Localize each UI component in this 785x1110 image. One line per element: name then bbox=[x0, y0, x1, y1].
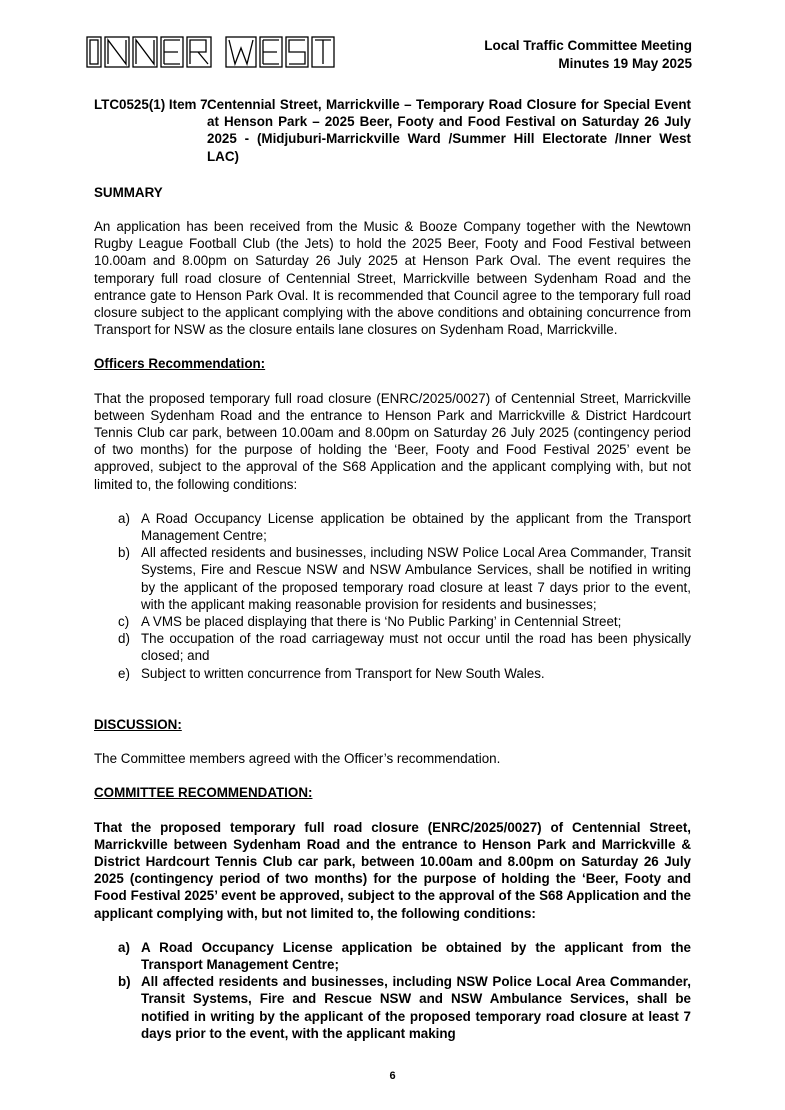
meeting-header bbox=[484, 37, 692, 73]
committee-conditions bbox=[94, 939, 691, 1042]
list-item-text: A Road Occupancy License application be obtained by the applicant from the Transport Management Centre; bbox=[141, 939, 691, 972]
item-heading bbox=[94, 96, 691, 165]
list-item-text: All affected residents and businesses, including NSW Police Local Area Commander, Transit Systems, Fire and Rescue NSW and NSW Ambulance Services, shall be notified in writing by the applicant of the proposed temporary road closure at least 7 days prior to the event, with the applicant making bbox=[141, 974, 691, 1041]
list-item-text: The occupation of the road carriageway must not occur until the road has been physically closed; and bbox=[141, 631, 691, 664]
list-item-label: e) bbox=[118, 665, 130, 681]
list-item bbox=[118, 510, 691, 544]
list-item-label: d) bbox=[118, 631, 130, 647]
list-item bbox=[118, 665, 691, 682]
item-id: LTC0525(1) Item 7 bbox=[94, 97, 208, 112]
list-item bbox=[118, 544, 691, 613]
list-item-label: b) bbox=[118, 545, 130, 561]
list-item-label: a) bbox=[118, 939, 130, 955]
inner-west-logo-graphic bbox=[86, 34, 336, 70]
officers-heading: Officers Recommendation: bbox=[94, 356, 266, 372]
officers-text: That the proposed temporary full road closure (ENRC/2025/0027) of Centennial Street, Marrickville between Sydenham Road and the entrance to Henson Park and Marrickville & District Hardcourt Tennis Club car park, between 10.00am and 8.00pm on Saturday 26 July 2025 (contingency period of two months) for the purpose of holding the ‘Beer, Footy and Food Festival 2025’ event be approved, subject to the approval of the S68 Application and the applicant complying with, but not limited to, the following conditions: bbox=[94, 390, 691, 492]
meeting-date: Minutes 19 May 2025 bbox=[558, 56, 692, 71]
item-title: Centennial Street, Marrickville – Temporary Road Closure for Special Event at Henson Park – 2025 Beer, Footy and Food Festival on Saturday 26 July 2025 - (Midjuburi-Marrickville Ward /Summer Hill Electorate /Inner West LAC) bbox=[207, 97, 691, 164]
list-item-text: All affected residents and businesses, including NSW Police Local Area Commander, Transit Systems, Fire and Rescue NSW and NSW Ambulance Services, shall be notified in writing by the applicant of the proposed temporary road closure at least 7 days prior to the event, with the applicant making reasonable provision for residents and businesses; bbox=[141, 545, 691, 612]
inner-west-logo bbox=[86, 34, 336, 70]
meeting-title: Local Traffic Committee Meeting bbox=[484, 38, 692, 53]
discussion-heading: DISCUSSION: bbox=[94, 716, 182, 732]
discussion-text: The Committee members agreed with the Officer’s recommendation. bbox=[94, 751, 501, 767]
list-item-label: a) bbox=[118, 510, 130, 526]
list-item bbox=[118, 613, 691, 630]
list-item-label: b) bbox=[118, 974, 131, 990]
summary-heading: SUMMARY bbox=[94, 184, 163, 200]
list-item-text: A Road Occupancy License application be obtained by the applicant from the Transport Management Centre; bbox=[141, 510, 691, 544]
list-item bbox=[118, 630, 691, 664]
page-number: 6 bbox=[389, 1070, 396, 1082]
list-item bbox=[118, 973, 691, 1042]
document-body bbox=[94, 96, 691, 1042]
list-item-text: Subject to written concurrence from Transport for New South Wales. bbox=[141, 665, 545, 681]
committee-text: That the proposed temporary full road closure (ENRC/2025/0027) of Centennial Street, Marrickville between Sydenham Road and the entrance to Henson Park and Marrickville & District Hardcourt Tennis Club car park, between 10.00am and 8.00pm on Saturday 26 July 2025 (contingency period of two months) for the purpose of holding the ‘Beer, Footy and Food Festival 2025’ event be approved, subject to the approval of the S68 Application and the applicant complying with, but not limited to, the following conditions: bbox=[94, 819, 691, 921]
officers-conditions bbox=[94, 510, 691, 682]
list-item bbox=[118, 939, 691, 973]
list-item-label: c) bbox=[118, 614, 130, 630]
list-item-text: A VMS be placed displaying that there is ‘No Public Parking’ in Centennial Street; bbox=[141, 614, 622, 630]
summary-text: An application has been received from the Music & Booze Company together with the Newtown Rugby League Football Club (the Jets) to hold the 2025 Beer, Footy and Food Festival between 10.00am and 8.00pm on Saturday 26 July 2025 at Henson Park Oval. The event requires the temporary full road closure of Centennial Street, Marrickville between Sydenham Road and the entrance gate to Henson Park Oval. It is recommended that Council agree to the temporary full road closure subject to the applicant complying with the above conditions and obtaining concurrence from Transport for NSW as the closure entails lane closures on Sydenham Road, Marrickville. bbox=[94, 219, 691, 338]
committee-heading: COMMITTEE RECOMMENDATION: bbox=[94, 785, 313, 801]
